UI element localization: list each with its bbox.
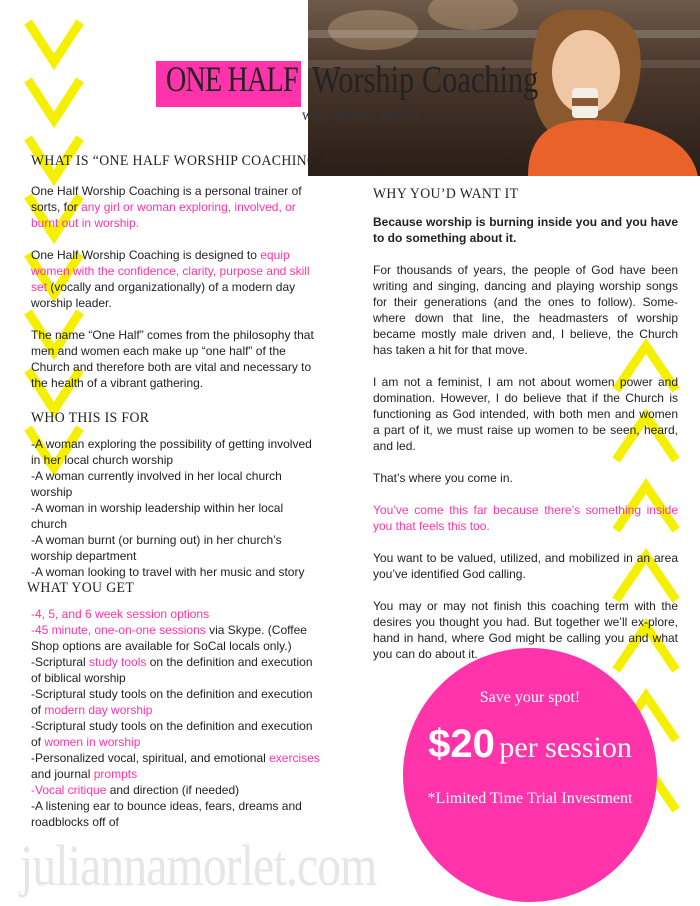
why-heading: WHY YOU’D WANT IT — [373, 186, 519, 202]
list-item: -45 minute, one-on-one sessions via Skype. (Coffee Shop options are available for SoCal locals only.) — [31, 623, 307, 653]
what-get-list — [31, 606, 321, 830]
list-item: -A woman burnt (or burning out) in her church’s worship department — [31, 533, 282, 563]
why-paragraph: You may or may not finish this coaching term with the desires you thought you had. But together we’ll ex-plore, hand in hand, where God might be calling you and what you can do about it. — [373, 599, 678, 661]
why-paragraph: That’s where you come in. — [373, 471, 513, 485]
why-paragraph: For thousands of years, the people of God have been writing and singing, dancing and playing worship songs for their generations (and the ones to follow). Some-where down that line, the headmasters of worship became mostly male driven and, I believe, the Church has taken a hit for that move. — [373, 263, 678, 357]
who-for-heading: WHO THIS IS FOR — [31, 410, 150, 426]
why-paragraph: I am not a feminist, I am not about women power and domination. However, I do believe that if the Church is functioning as God intended, with both men and women a part of it, we must raise up women to be seen, heard, and led. — [373, 375, 678, 453]
save-your-spot-text: Save your spot! — [479, 689, 581, 706]
why-paragraph: You want to be valued, utilized, and mobilized in an area you’ve identified God calling. — [373, 551, 678, 581]
why-lead: Because worship is burning inside you and you have to do something about it. — [373, 215, 678, 245]
list-item: -Vocal critique and direction (if needed) — [31, 783, 240, 797]
why-paragraph-highlight: You’ve come this far because there’s something inside you that feels this too. — [373, 503, 678, 533]
page-subtitle: with julianna morlet — [302, 107, 419, 124]
what-is-section — [31, 183, 321, 391]
list-item: -Scriptural study tools on the definition and execution of modern day worship — [31, 687, 313, 717]
who-for-list — [31, 436, 321, 580]
what-is-heading: WHAT IS “ONE HALF WORSHIP COACHING” — [31, 153, 324, 169]
list-item: -A woman in worship leadership within her local church — [31, 501, 284, 531]
list-item: -Scriptural study tools on the definition and execution of biblical worship — [31, 655, 313, 685]
list-item: -A woman currently involved in her local church worship — [31, 469, 282, 499]
what-get-heading: WHAT YOU GET — [27, 580, 135, 596]
offer-circle — [403, 648, 657, 902]
what-is-paragraph-3: The name “One Half” comes from the philosophy that men and women each make up “one half” of the Church and therefore both are vital and necessary to the health of a vibrant gathering. — [31, 328, 314, 390]
what-is-paragraph-1: One Half Worship Coaching is a personal trainer of sorts, for any girl or woman exploring, involved, or burnt out in worship. — [31, 184, 302, 230]
list-item: -A woman looking to travel with her music and story — [31, 565, 305, 579]
list-item: -Scriptural study tools on the definition and execution of women in worship — [31, 719, 313, 749]
list-item: -4, 5, and 6 week session options — [31, 607, 210, 621]
footer-website: juliannamorlet.com — [20, 833, 377, 898]
list-item: -A woman exploring the possibility of getting involved in her local church worship — [31, 437, 312, 467]
why-section — [373, 214, 678, 662]
price-text: $20 per session — [428, 722, 632, 766]
list-item: -A listening ear to bounce ideas, fears, dreams and roadblocks off of — [31, 799, 302, 829]
what-is-paragraph-2: One Half Worship Coaching is designed to equip women with the confidence, clarity, purpose and skill set (vocally and organizationally) of a modern day worship leader. — [31, 248, 310, 310]
list-item: -Personalized vocal, spiritual, and emotional exercises and journal prompts — [31, 751, 320, 781]
trial-note: *Limited Time Trial Investment — [427, 790, 633, 807]
page-title: Worship Coaching — [312, 59, 539, 101]
title-highlight: ONE HALF — [166, 59, 298, 99]
